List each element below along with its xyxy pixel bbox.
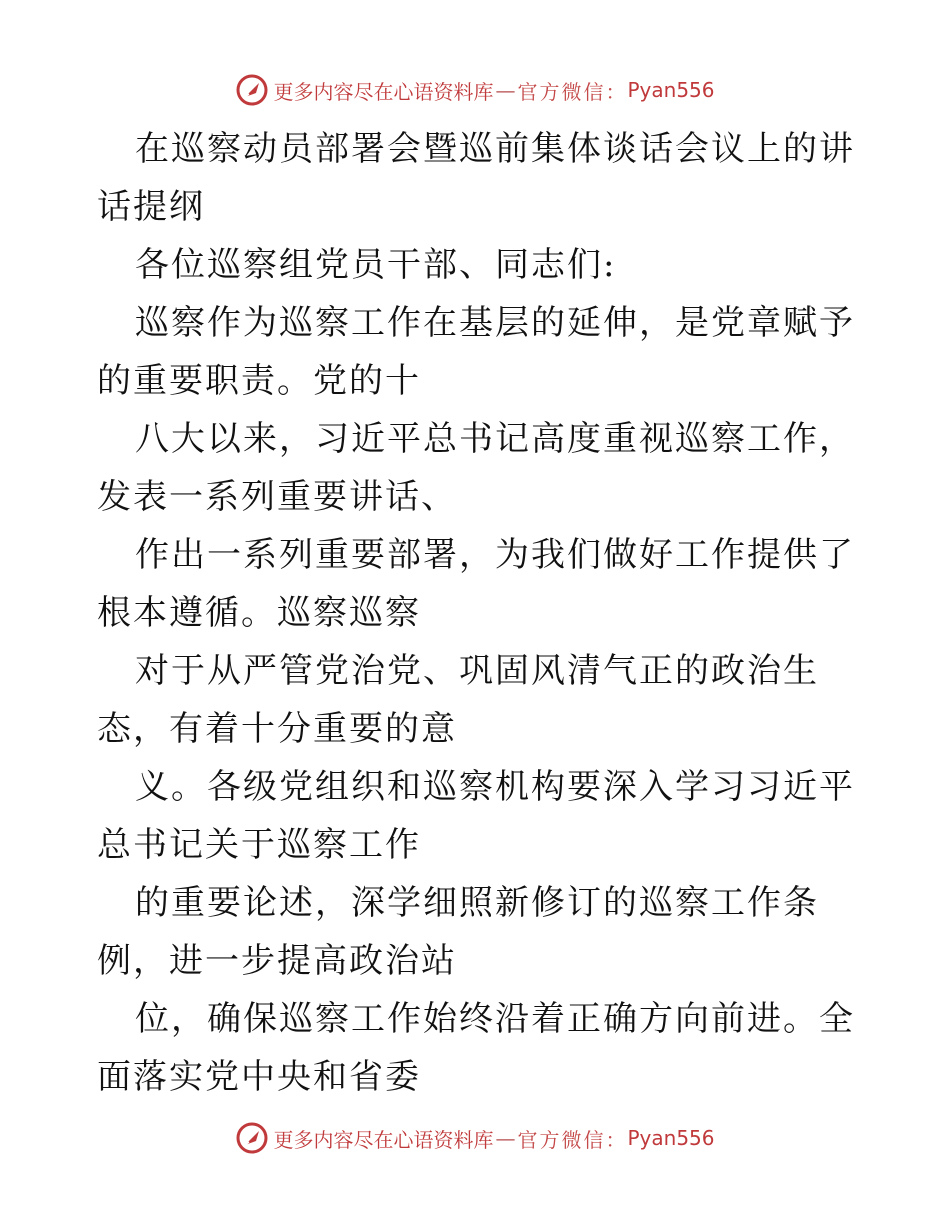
paragraph: 八大以来，习近平总书记高度重视巡察工作，发表一系列重要讲话、 <box>97 419 855 517</box>
banner-official-label: 官方微信： <box>517 1127 628 1152</box>
paragraph: 巡察作为巡察工作在基层的延伸，是党章赋予的重要职责。党的十 <box>97 303 855 401</box>
document-body <box>97 120 857 1106</box>
footer-watermark-banner <box>0 1118 950 1158</box>
banner-wechat-id: Pyan556 <box>627 1126 715 1150</box>
paragraph: 义。各级党组织和巡察机构要深入学习习近平总书记关于巡察工作 <box>97 767 855 865</box>
header-watermark-banner <box>0 70 950 110</box>
banner-official-label: 官方微信： <box>517 79 628 104</box>
banner-main-text: 更多内容尽在心语资料库 <box>273 79 494 104</box>
paragraph: 位，确保巡察工作始终沿着正确方向前进。全面落实党中央和省委 <box>97 999 855 1097</box>
salutation: 各位巡察组党员干部、同志们: <box>135 245 617 285</box>
paragraph: 作出一系列重要部署，为我们做好工作提供了根本遵循。巡察巡察 <box>97 535 855 633</box>
banner-separator: — <box>495 1126 516 1150</box>
quill-logo-icon <box>235 1121 269 1155</box>
paragraph: 对于从严管党治党、巩固风清气正的政治生态，有着十分重要的意 <box>97 651 819 749</box>
document-title: 在巡察动员部署会暨巡前集体谈话会议上的讲话提纲 <box>97 129 855 227</box>
paragraph: 的重要论述，深学细照新修订的巡察工作条例，进一步提高政治站 <box>97 883 819 981</box>
quill-logo-icon <box>235 73 269 107</box>
banner-main-text: 更多内容尽在心语资料库 <box>273 1127 494 1152</box>
banner-wechat-id: Pyan556 <box>627 78 715 102</box>
banner-separator: — <box>495 78 516 102</box>
